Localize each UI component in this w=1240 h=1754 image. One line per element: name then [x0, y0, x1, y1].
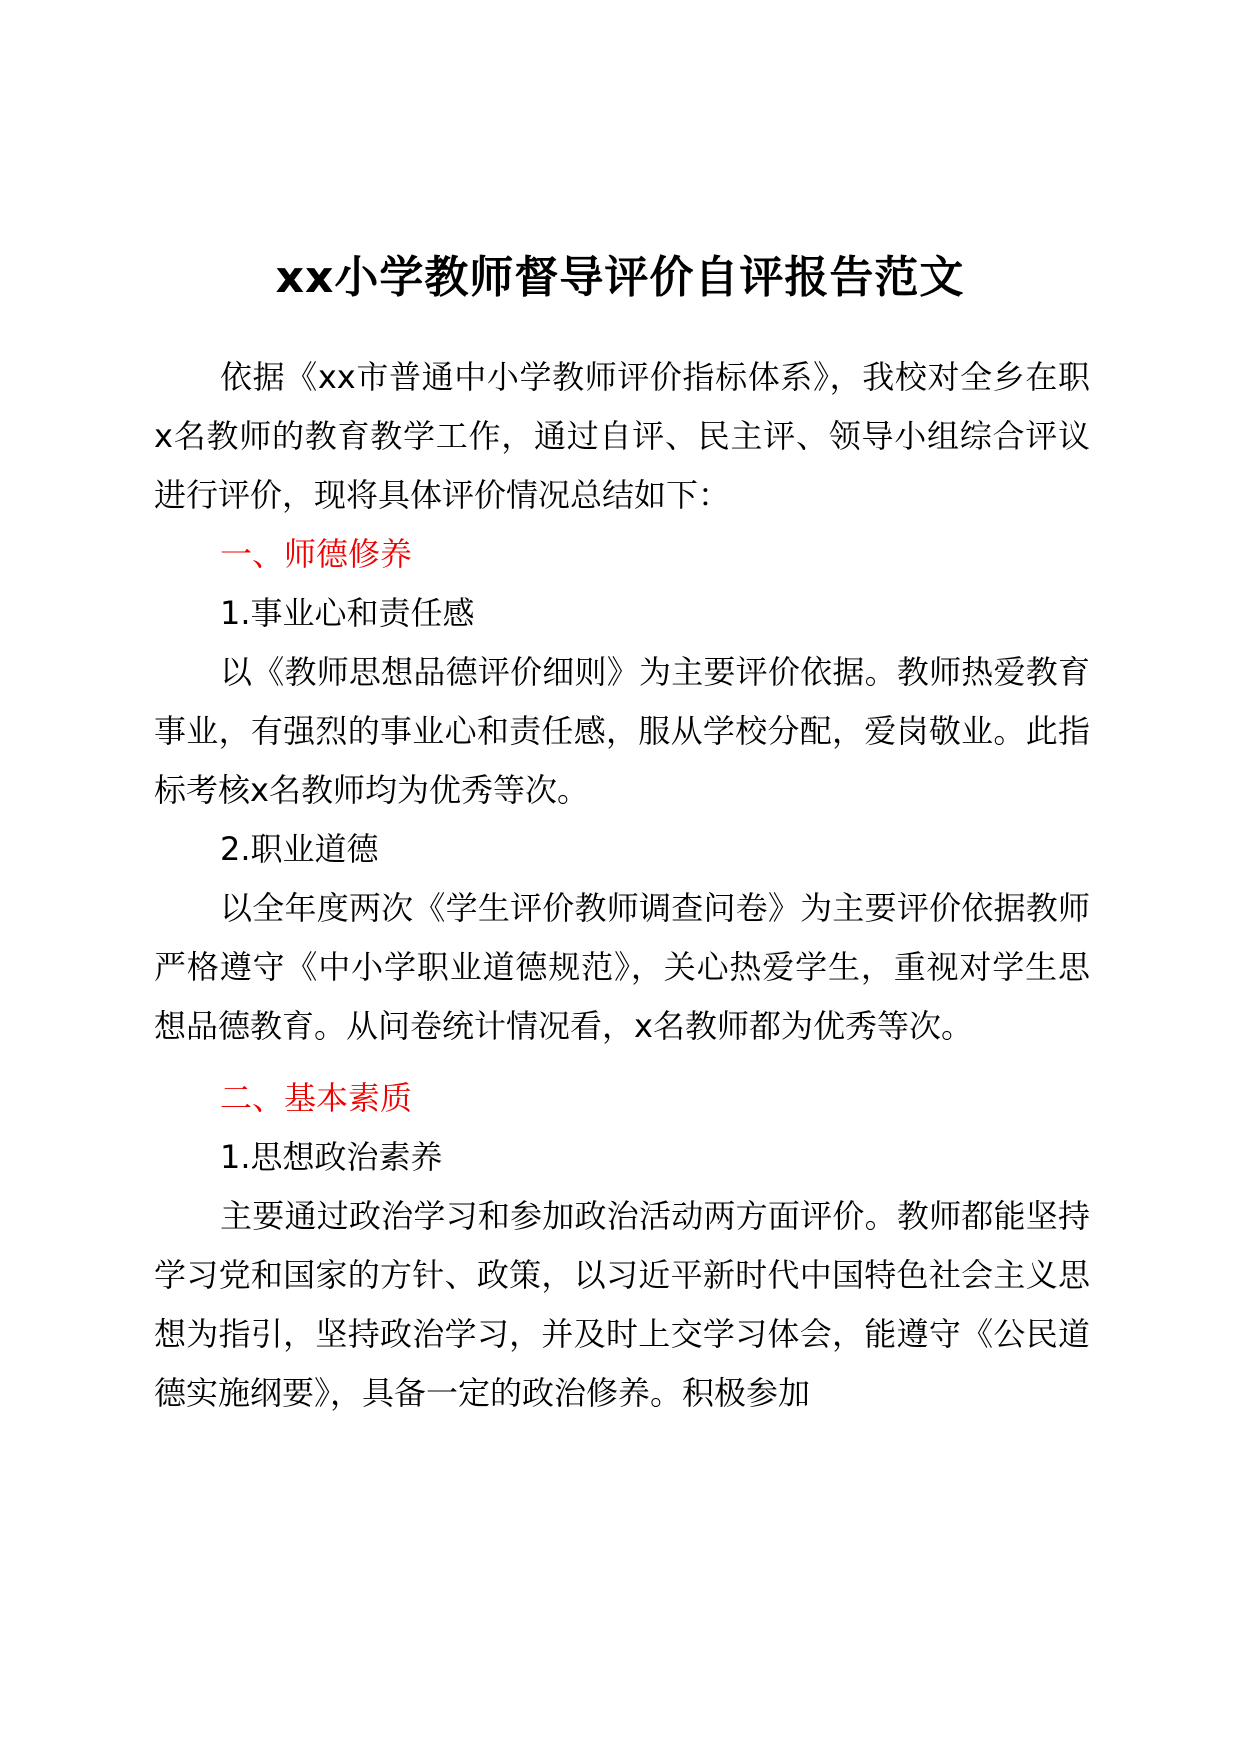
subsection-heading-1-2: 2.职业道德	[220, 830, 379, 868]
subsection-body-2-1: 主要通过政治学习和参加政治活动两方面评价。教师都能坚持学习党和国家的方针、政策，以习近平新时代中国特色社会主义思想为指引，坚持政治学习，并及时上交学习体会，能遵守《公民道德实施纲要》，具备一定的政治修养。积极参加	[154, 1197, 1090, 1412]
subsection-heading-1-1: 1.事业心和责任感	[220, 594, 475, 632]
subsection-body-1-2: 以全年度两次《学生评价教师调查问卷》为主要评价依据教师严格遵守《中小学职业道德规范》，关心热爱学生，重视对学生思想品德教育。从问卷统计情况看，x名教师都为优秀等次。	[154, 889, 1090, 1045]
document-body	[154, 348, 1090, 1423]
section-heading-2: 二、基本素质	[220, 1079, 413, 1117]
intro-paragraph: 依据《xx市普通中小学教师评价指标体系》，我校对全乡在职x名教师的教育教学工作，通过自评、民主评、领导小组综合评议进行评价，现将具体评价情况总结如下：	[154, 358, 1090, 514]
section-heading-1: 一、师德修养	[220, 535, 413, 573]
subsection-body-1-1: 以《教师思想品德评价细则》为主要评价依据。教师热爱教育事业，有强烈的事业心和责任感，服从学校分配，爱岗敬业。此指标考核x名教师均为优秀等次。	[154, 653, 1090, 809]
document-title: xx小学教师督导评价自评报告范文	[275, 252, 965, 303]
subsection-heading-2-1: 1.思想政治素养	[220, 1138, 443, 1176]
section-spacer	[154, 1056, 1090, 1069]
